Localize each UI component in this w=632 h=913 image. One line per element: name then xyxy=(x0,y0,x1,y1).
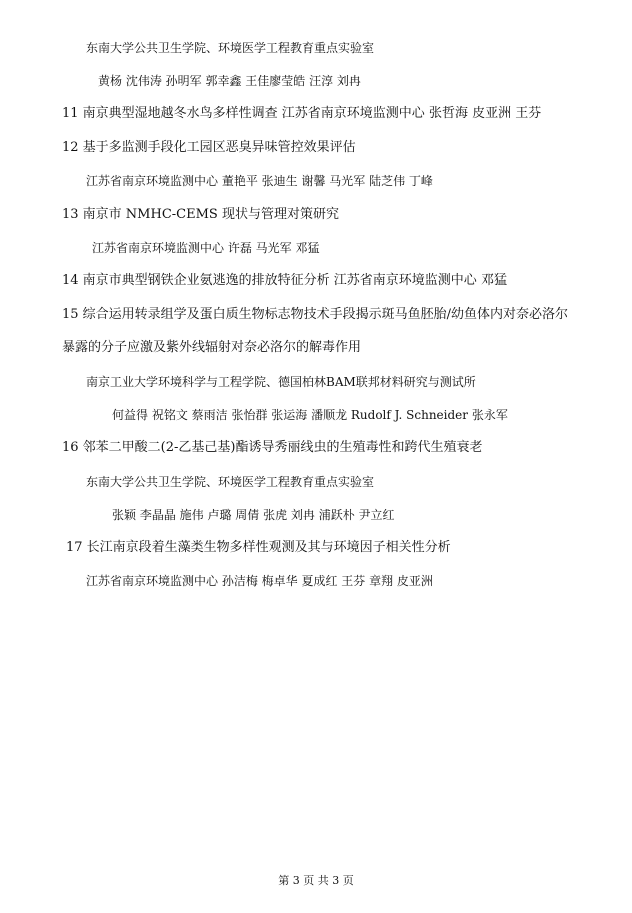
entry-14-line: 14 南京市典型钢铁企业氨逃逸的排放特征分析 江苏省南京环境监测中心 邓猛 xyxy=(62,273,507,288)
entry-15-title: 15 综合运用转录组学及蛋白质生物标志物技术手段揭示斑马鱼胚胎/幼鱼体内对奈必洛尔 xyxy=(62,307,569,322)
entry-17-authors: 江苏省南京环境监测中心 孙洁梅 梅卓华 夏成红 王芬 章翔 皮亚洲 xyxy=(86,574,433,588)
entry-16-authors: 张颖 李晶晶 施伟 卢璐 周倩 张虎 刘冉 浦跃朴 尹立红 xyxy=(112,508,395,522)
entry-15-authors: 何益得 祝铭文 蔡雨洁 张怡群 张运海 潘顺龙 Rudolf J. Schneider 张永军 xyxy=(112,408,508,422)
entry-13-authors: 江苏省南京环境监测中心 许磊 马光军 邓猛 xyxy=(92,241,320,255)
entry-15-title-cont: 暴露的分子应激及紫外线辐射对奈必洛尔的解毒作用 xyxy=(62,340,362,355)
authors-line: 黄杨 沈伟涛 孙明军 郭幸鑫 王佳廖莹皓 汪淳 刘冉 xyxy=(98,74,361,88)
entry-15-affiliation: 南京工业大学环境科学与工程学院、德国柏林BAM联邦材料研究与测试所 xyxy=(86,375,476,389)
entry-16-affiliation: 东南大学公共卫生学院、环境医学工程教育重点实验室 xyxy=(86,475,375,489)
affiliation-line: 东南大学公共卫生学院、环境医学工程教育重点实验室 xyxy=(86,41,375,55)
entry-12-authors: 江苏省南京环境监测中心 董艳平 张迪生 谢馨 马光军 陆芝伟 丁峰 xyxy=(86,174,433,188)
entry-17-title: 17 长江南京段着生藻类生物多样性观测及其与环境因子相关性分析 xyxy=(66,540,451,555)
entry-11-line: 11 南京典型湿地越冬水鸟多样性调查 江苏省南京环境监测中心 张哲海 皮亚洲 王芬 xyxy=(62,106,542,121)
entry-13-title: 13 南京市 NMHC-CEMS 现状与管理对策研究 xyxy=(62,207,339,222)
entry-16-title: 16 邻苯二甲酸二(2-乙基己基)酯诱导秀丽线虫的生殖毒性和跨代生殖衰老 xyxy=(62,440,483,455)
page-footer: 第 3 页 共 3 页 xyxy=(278,874,354,887)
entry-12-title: 12 基于多监测手段化工园区恶臭异味管控效果评估 xyxy=(62,140,356,155)
